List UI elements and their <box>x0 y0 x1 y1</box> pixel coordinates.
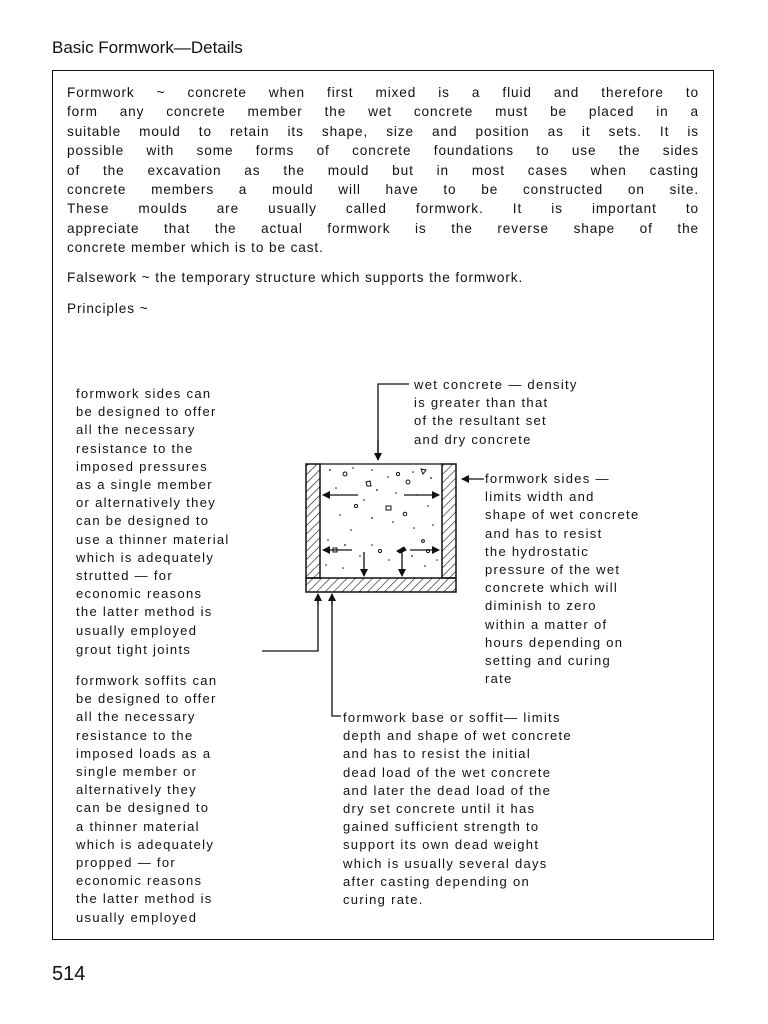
formwork-line: These moulds are usually called formwork. It is important to <box>67 201 699 217</box>
formwork-line: suitable mould to retain its shape, size and position as it sets. It is <box>67 123 699 139</box>
label-line: grout tight joints <box>76 642 192 657</box>
label-line: be designed to offer <box>76 404 217 420</box>
label-line: wet concrete — density <box>414 377 578 392</box>
pressure-arrows <box>323 495 439 576</box>
label-line: setting and curing <box>485 653 612 669</box>
page-header: Basic Formwork—Details <box>52 38 243 57</box>
label-line: imposed loads as a <box>76 745 212 761</box>
label-line: which is adequately <box>76 836 215 852</box>
right-side-formwork <box>442 464 456 578</box>
label-line: of the resultant set <box>414 413 547 429</box>
label-line: and has to resist <box>485 525 603 541</box>
label-line: rate <box>485 671 513 687</box>
label-line: gained sufficient strength to <box>343 819 540 835</box>
wet-concrete-leader <box>378 384 409 460</box>
label-line: usually employed <box>76 909 198 925</box>
label-line: economic reasons <box>76 873 203 889</box>
label-line: the latter method is <box>76 891 213 907</box>
label-line: be designed to offer <box>76 691 217 707</box>
label-line: hours depending on <box>485 634 624 650</box>
label-line: strutted — for <box>76 568 173 584</box>
label-line: after casting depending on <box>343 873 531 889</box>
label-line: imposed pressures <box>76 458 208 474</box>
label-line: a thinner material <box>76 818 200 834</box>
label-line: limits width and <box>485 489 595 505</box>
concrete-aggregate <box>333 469 430 553</box>
label-line: formwork soffits can <box>76 673 218 688</box>
falsework-paragraph: Falsework ~ the temporary structure which supports the formwork. <box>67 270 524 285</box>
label-line: formwork base or soffit— limits <box>343 710 561 725</box>
label-line: and later the dead load of the <box>343 782 552 798</box>
label-line: formwork sides — <box>485 471 610 486</box>
label-line: can be designed to <box>76 513 210 529</box>
grout-leader <box>262 594 318 651</box>
formwork-line: form any concrete member the wet concrete must be placed in a <box>67 104 699 120</box>
page-number: 514 <box>52 963 86 985</box>
label-line: pressure of the wet <box>485 562 621 578</box>
concrete-dots <box>325 467 438 572</box>
label-line: curing rate. <box>343 892 424 908</box>
formwork-line: concrete member which is to be cast. <box>67 240 324 256</box>
label-line: and dry concrete <box>414 431 532 447</box>
label-line: concrete which will <box>485 580 619 596</box>
label-line: shape of wet concrete <box>485 507 640 523</box>
label-line: single member or <box>76 764 198 780</box>
label-line: resistance to the <box>76 440 194 456</box>
label-line: or alternatively they <box>76 495 217 511</box>
label-line: usually employed <box>76 622 198 638</box>
label-line: dead load of the wet concrete <box>343 764 552 780</box>
label-line: dry set concrete until it has <box>343 801 536 817</box>
principles-heading: Principles ~ <box>67 301 149 316</box>
formwork-line: possible with some forms of concrete foundations to use the sides <box>67 143 699 159</box>
label-line: alternatively they <box>76 782 197 798</box>
label-line: which is adequately <box>76 549 215 565</box>
formwork-line: concrete members a mould will have to be constructed on site. <box>67 182 699 198</box>
formwork-line: of the excavation as the mould but in most cases when casting <box>67 162 699 178</box>
label-line: all the necessary <box>76 422 196 438</box>
label-line: within a matter of <box>485 616 608 632</box>
label-line: support its own dead weight <box>343 837 540 853</box>
label-line: which is usually several days <box>343 855 548 871</box>
base-soffit-leader <box>332 594 341 716</box>
label-line: formwork sides can <box>76 386 212 401</box>
label-line: the latter method is <box>76 604 213 620</box>
label-line: and has to resist the initial <box>343 746 532 762</box>
soffit-formwork <box>306 578 456 592</box>
label-line: use a thinner material <box>76 531 230 547</box>
label-line: is greater than that <box>414 395 549 411</box>
label-line: depth and shape of wet concrete <box>343 728 572 744</box>
formwork-line: appreciate that the actual formwork is the reverse shape of the <box>67 220 699 236</box>
label-line: diminish to zero <box>485 598 597 614</box>
label-line: economic reasons <box>76 586 203 602</box>
label-line: all the necessary <box>76 709 196 725</box>
formwork-line: Formwork ~ concrete when first mixed is a fluid and therefore to <box>67 85 699 100</box>
label-line: can be designed to <box>76 800 210 816</box>
label-line: resistance to the <box>76 727 194 743</box>
label-line: propped — for <box>76 855 177 871</box>
label-line: the hydrostatic <box>485 543 590 559</box>
left-side-formwork <box>306 464 320 578</box>
label-line: as a single member <box>76 477 213 493</box>
